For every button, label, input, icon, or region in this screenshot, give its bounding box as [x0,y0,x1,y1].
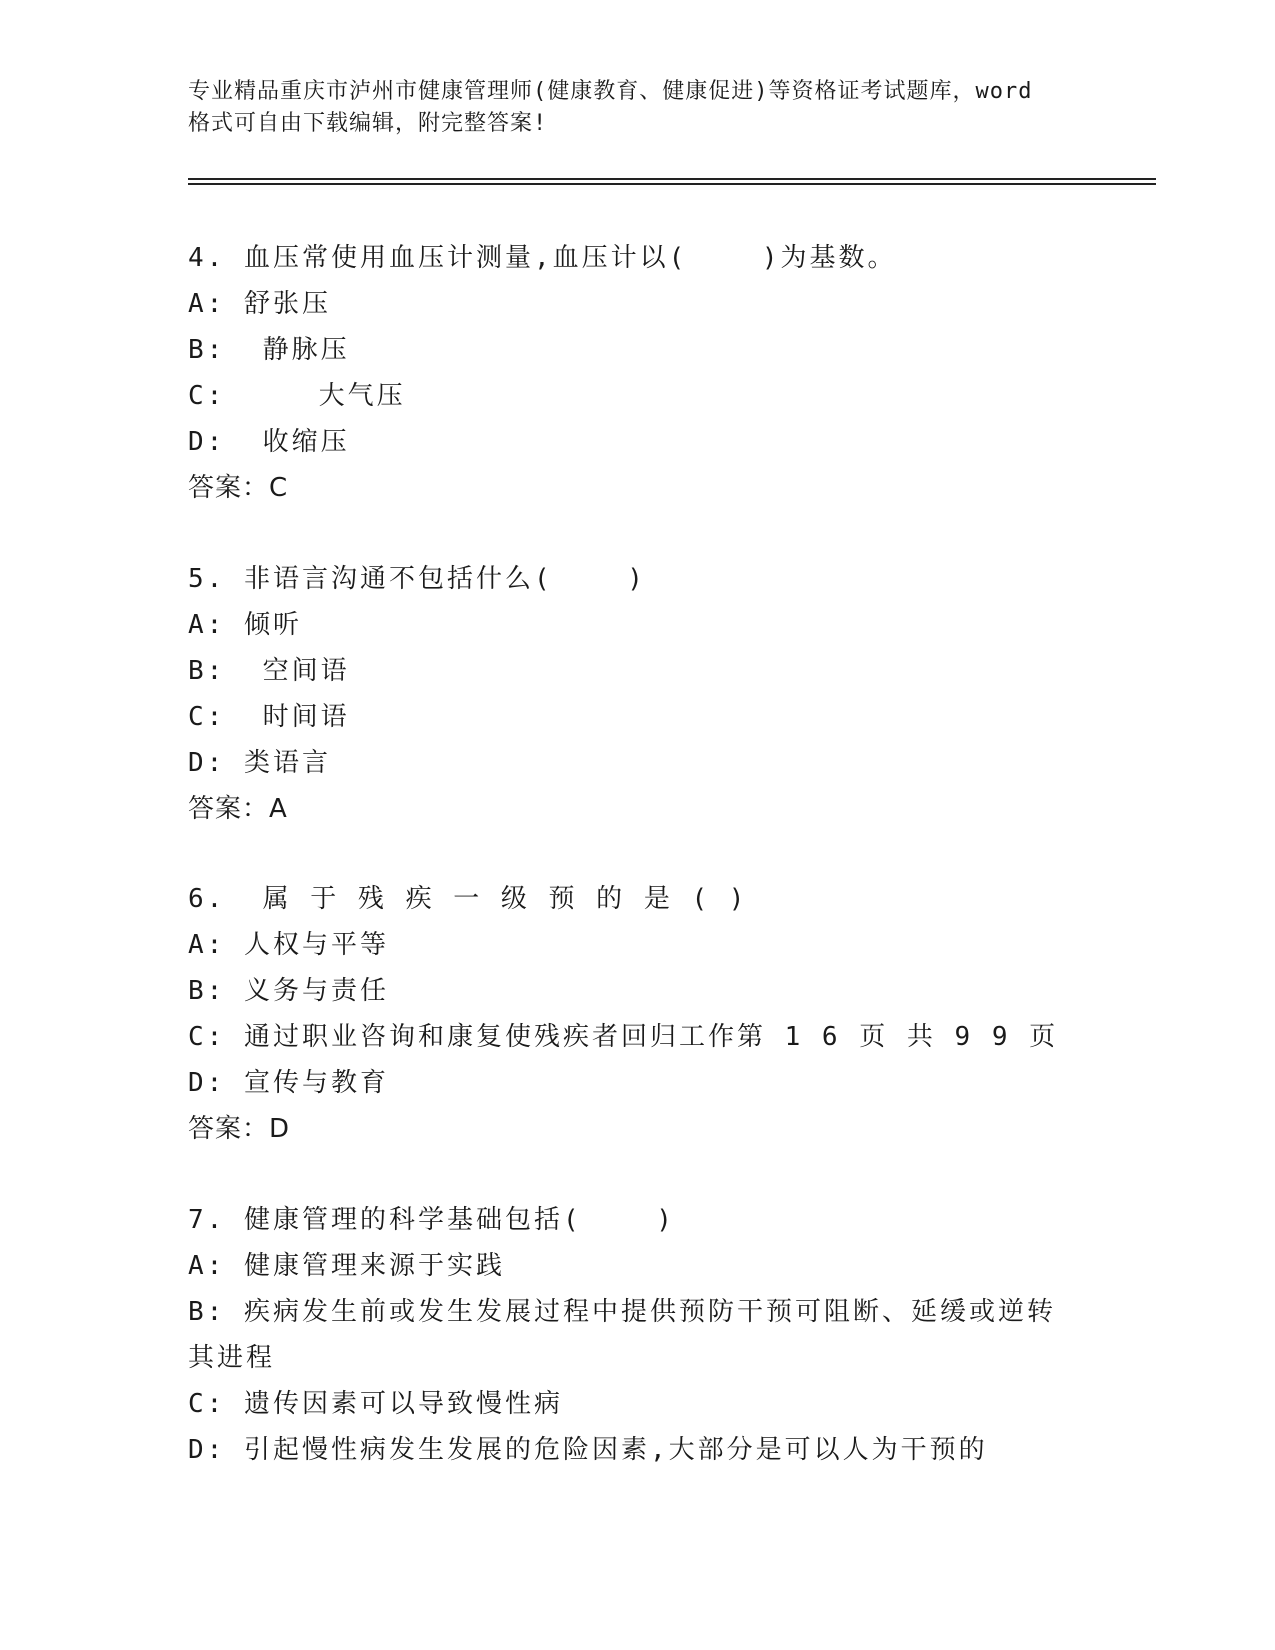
header-divider-top [188,178,1156,180]
question-6 [188,876,1088,1152]
option-a: A: 人权与平等 [188,930,389,960]
option-d: D: 引起慢性病发生发展的危险因素,大部分是可以人为干预的 [188,1435,988,1465]
option-a: A: 舒张压 [188,289,331,319]
option-d: D: 宣传与教育 [188,1068,389,1098]
answer: 答案：C [188,473,289,503]
question-stem: 7. 健康管理的科学基础包括( ) [188,1205,675,1235]
answer: 答案：A [188,794,288,824]
option-d: D: 类语言 [188,748,331,778]
header-line-2: 格式可自由下载编辑，附完整答案! [188,111,548,136]
option-d: D: 收缩压 [188,427,350,457]
question-stem: 5. 非语言沟通不包括什么( ) [188,564,646,594]
option-a: A: 倾听 [188,610,302,640]
option-a: A: 健康管理来源于实践 [188,1251,505,1281]
question-stem: 6. 属 于 残 疾 一 级 预 的 是 ( ) [188,884,748,914]
option-b: B: 疾病发生前或发生发展过程中提供预防干预可阻断、延缓或逆转其进程 [188,1297,1056,1373]
question-stem: 4. 血压常使用血压计测量,血压计以( )为基数。 [188,243,897,273]
option-c: C: 时间语 [188,702,350,732]
header-line-1: 专业精品重庆市泸州市健康管理师(健康教育、健康促进)等资格证考试题库，word [188,79,1033,104]
option-c: C: 大气压 [188,381,406,411]
question-5 [188,556,1088,832]
question-7 [188,1197,1088,1473]
option-c: C: 通过职业咨询和康复使残疾者回归工作第 1 6 页 共 9 9 页 [188,1022,1059,1052]
answer: 答案：D [188,1114,291,1144]
question-4 [188,235,1088,511]
option-b: B: 义务与责任 [188,976,389,1006]
option-c: C: 遗传因素可以导致慢性病 [188,1389,563,1419]
option-b: B: 静脉压 [188,335,350,365]
document-header [188,76,1088,140]
header-divider-bottom [188,183,1156,185]
option-b: B: 空间语 [188,656,350,686]
